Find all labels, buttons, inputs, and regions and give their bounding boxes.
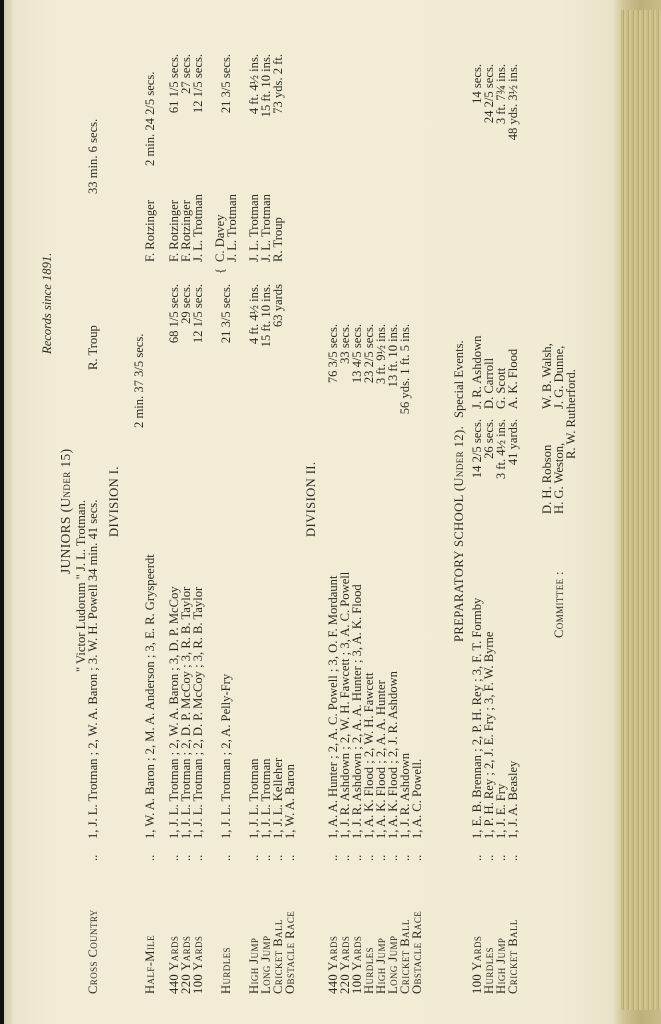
event-result: 1, J. L. Trotman [259,758,273,839]
event-name: Cricket Ball [506,919,520,994]
event-result: 1, E. B. Brennan ; 2, P. H. Rey ; 3, F. T. Formby [470,597,484,839]
record-holder: F. Rotzinger [167,200,181,262]
event-result: 1, J. L. Trotman ; 2, D. P. McCoy ; 3, R. B. Taylor [179,586,193,839]
event-time: 3 ft. 4½ ins. [494,419,508,480]
event-name: High Jump [247,937,261,994]
event-time: 56 yds. 1 ft. 5 ins. [398,324,412,415]
record-value: 24 2/5 secs. [482,64,496,124]
record-value: 3 ft. 7¾ ins. [494,64,508,125]
event-dots: .. [247,854,261,861]
record-holder: J. R. Ashdown [470,335,484,409]
event-name: Hurdles [219,947,233,994]
record-holder: D. Carroll [482,357,496,409]
event-name: 440 Yards [167,935,181,994]
event-dots: .. [506,854,520,861]
record-holder: J. L. Trotman [247,194,261,262]
record-holder: J. L. Trotman [225,194,239,262]
event-result: 1, A. A. Hunter ; 2, A. C. Powell ; 3, O. F. Mordaunt [326,575,340,839]
event-dots: .. [167,854,181,861]
event-dots: .. [398,854,412,861]
event-dots: .. [338,854,352,861]
committee-member: H. G. Weston, [552,442,566,514]
event-time: 29 secs. [179,284,193,324]
event-name: 220 Yards [338,935,352,994]
event-name: 440 Yards [326,935,340,994]
event-result: 1, J. L. Kelleher [271,757,285,839]
event-result: 1, P. H. Rey ; 2, J. E. Fry ; 3, F. W. Byrne [482,631,496,839]
rotated-text-block [31,34,611,994]
event-dots: .. [191,854,205,861]
committee-label: Committee : [552,571,566,638]
record-brace: { [213,267,227,274]
committee-member: R. W. Rutherford. [564,369,578,459]
event-result: 1, J. R. Ashdown ; 2, W. H. Fawcett ; 3, A. C. Powell [338,571,352,839]
committee-member: J. G. Dunne, [552,345,566,409]
event-dots: .. [374,854,388,861]
event-dots: .. [470,854,484,861]
event-result: 1, J. L. Trotman [247,758,261,839]
event-result: 1, J. E. Fry [494,783,508,839]
event-time: 21 3/5 secs. [219,284,233,344]
event-result: 1, A. C. Powell. [410,758,424,839]
record-holder: G. Scott [494,367,508,409]
event-result: 1, J. R. Ashdown [398,752,412,839]
event-name: Cricket Ball [398,919,412,994]
prep-school-title: PREPARATORY SCHOOL (Under 12). [452,425,466,642]
event-name: Obstacle Race [283,910,297,994]
event-dots: .. [259,854,273,861]
event-dots: .. [283,854,297,861]
record-value: 33 min. 6 secs. [86,118,100,194]
gutter-shadow [0,0,4,1024]
committee-member: D. H. Robson [540,444,554,514]
event-name: Cross Country [86,909,100,994]
event-name: 100 Yards [191,935,205,994]
record-holder: F. Rotzinger [179,200,193,262]
record-value: 73 yds. 2 ft. [271,54,285,114]
event-dots: .. [271,854,285,861]
record-holder: A. K. Flood [506,348,520,409]
record-value: 27 secs. [179,54,193,94]
event-time: 12 1/5 secs. [191,284,205,344]
event-result: 1, A. K. Flood ; 2, W. H. Fawcett [362,672,376,839]
record-holder: C. Davey [213,214,227,262]
event-name: 100 Yards [350,935,364,994]
event-time: 63 yards [271,284,285,328]
event-time: 68 1/5 secs. [167,284,181,344]
division-1-title: DIVISION I. [107,466,121,537]
event-name: High Jump [494,937,508,994]
division-2-title: DIVISION II. [304,461,318,537]
record-holder: J. L. Trotman [259,194,273,262]
event-time: 26 secs. [482,419,496,459]
record-value: 4 ft. 4½ ins. [247,54,261,115]
event-result: 1, W. A. Baron ; 2, M. A. Anderson ; 3, E. R. Gryspeerdt [143,554,157,839]
event-time: 4 ft. 4½ ins. [247,284,261,345]
event-name: 100 Yards [470,935,484,994]
event-dots: .. [482,854,496,861]
event-result: 1, J. L. Trotman ; 2, W. A. Baron ; 3. W. H. Powell 34 min. 41 secs. [86,499,100,839]
event-dots: .. [410,854,424,861]
record-holder: R. Troup [271,217,285,262]
record-value: 48 yds. 3½ ins. [506,64,520,141]
event-time: 23 2/5 secs. [362,324,376,384]
event-dots: .. [362,854,376,861]
record-value: 21 3/5 secs. [219,54,233,114]
event-name: Cricket Ball [271,919,285,994]
event-dots: .. [219,854,233,861]
event-result: 1, J. L. Trotman ; 2, D. P. McCoy ; 3, R. B. Taylor [191,586,205,839]
event-dots: .. [179,854,193,861]
event-result: 1, J. A. Beasley [506,760,520,839]
event-name: 220 Yards [179,935,193,994]
record-value: 2 min. 24 2/5 secs. [143,71,157,166]
event-dots: .. [143,854,157,861]
event-result: 1, J. L. Trotman ; 2, A. Pelly-Fry [219,673,233,839]
record-value: 14 secs. [470,64,484,104]
event-name: Long Jump [259,935,273,994]
event-time: 41 yards. [506,419,520,466]
event-result: 1, A. K. Flood ; 2, A. A. Hunter [374,680,388,839]
event-dots: .. [326,854,340,861]
event-name: Hurdles [362,947,376,994]
special-events-title: Special Events. [452,340,466,418]
committee-member: W. B. Walsh, [540,343,554,409]
event-name: High Jump [374,937,388,994]
event-time: 13 ft. 10 ins. [386,324,400,388]
victor-ludorum: " Victor Ludorum " J. L. Trotman. [74,500,88,672]
event-dots: .. [350,854,364,861]
event-result: 1, W. A. Baron [283,764,297,839]
record-holder: R. Troup [86,325,100,370]
event-dots: .. [494,854,508,861]
record-holder: J. L. Trotman [191,194,205,262]
event-time: 14 2/5 secs. [470,419,484,479]
record-value: 12 1/5 secs. [191,54,205,114]
record-holder: F. Rotzinger [143,200,157,262]
event-name: Obstacle Race [410,910,424,994]
record-value: 15 ft. 10 ins. [259,54,273,118]
event-result: 1, J. L. Trotman ; 2, W. A. Baron ; 3, D. P. McCoy [167,586,181,839]
event-name: Long Jump [386,935,400,994]
juniors-title: JUNIORS (Under 15) [58,448,73,574]
event-dots: .. [86,854,100,861]
event-time: 2 min. 37 3/5 secs. [132,333,146,428]
event-time: 13 4/5 secs. [350,324,364,384]
event-name: Half-Mile [143,934,157,994]
event-time: 33 secs. [338,324,352,364]
event-result: 1, A. K. Flood ; 2, J. R. Ashdown [386,671,400,839]
event-dots: .. [386,854,400,861]
event-time: 15 ft. 10 ins. [259,284,273,348]
page-edges [621,10,661,1010]
event-time: 3 ft. 9½ ins. [374,324,388,385]
records-heading: Records since 1891. [40,252,54,354]
event-name: Hurdles [482,947,496,994]
event-result: 1, J. R. Ashdown ; 2, A. A. Hunter ; 3, A. K. Flood [350,584,364,839]
record-value: 61 1/5 secs. [167,54,181,114]
event-time: 76 3/5 secs. [326,324,340,384]
